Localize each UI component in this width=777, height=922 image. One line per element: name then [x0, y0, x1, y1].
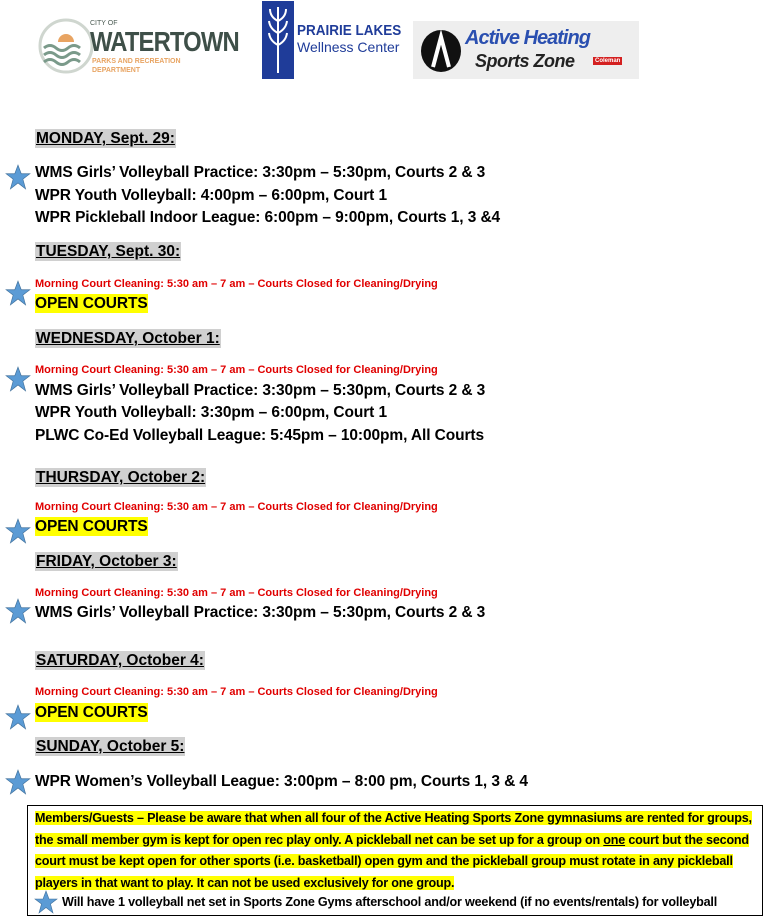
open-courts-label: OPEN COURTS — [35, 295, 148, 312]
day-heading: TUESDAY, Sept. 30: — [36, 243, 181, 260]
prairie-lakes-logo: PRAIRIE LAKES Wellness Center — [262, 0, 402, 80]
watertown-emblem-icon — [38, 18, 98, 78]
star-icon — [5, 704, 31, 730]
star-icon — [5, 769, 31, 795]
schedule-event: WMS Girls’ Volleyball Practice: 3:30pm – 5:30pm, Courts 2 & 3 — [35, 382, 486, 399]
schedule-event: WPR Youth Volleyball: 3:30pm – 6:00pm, Court 1 — [35, 404, 387, 421]
sports-zone-a-icon — [419, 29, 463, 73]
schedule-event: WPR Women’s Volleyball League: 3:00pm – 8:00 pm, Courts 1, 3 & 4 — [35, 773, 528, 790]
schedule-event: WMS Girls’ Volleyball Practice: 3:30pm – 5:30pm, Courts 2 & 3 — [35, 604, 486, 621]
star-icon — [5, 366, 31, 392]
schedule-event: WMS Girls’ Volleyball Practice: 3:30pm – 5:30pm, Courts 2 & 3 — [35, 164, 486, 181]
star-icon — [5, 280, 31, 306]
open-courts-label: OPEN COURTS — [35, 704, 148, 721]
star-icon — [5, 518, 31, 544]
star-icon — [5, 598, 31, 624]
day-heading: WEDNESDAY, October 1: — [36, 330, 220, 347]
day-heading: FRIDAY, October 3: — [36, 553, 177, 570]
court-cleaning-notice: Morning Court Cleaning: 5:30 am – 7 am – Courts Closed for Cleaning/Drying — [35, 587, 438, 599]
schedule-event: WPR Pickleball Indoor League: 6:00pm – 9:00pm, Courts 1, 3 &4 — [35, 209, 501, 226]
day-heading: THURSDAY, October 2: — [36, 469, 206, 486]
wheat-icon — [262, 1, 294, 79]
star-icon — [34, 890, 58, 914]
active-heating-sports-zone-logo: Active Heating Sports Zone Coleman — [413, 21, 639, 79]
court-cleaning-notice: Morning Court Cleaning: 5:30 am – 7 am – Courts Closed for Cleaning/Drying — [35, 364, 438, 376]
schedule-event: PLWC Co-Ed Volleyball League: 5:45pm – 10:00pm, All Courts — [35, 427, 484, 444]
star-legend: Will have 1 volleyball net set in Sports Zone Gyms afterschool and/or weekend (if no events/rentals) for volleyball — [34, 890, 717, 914]
court-cleaning-notice: Morning Court Cleaning: 5:30 am – 7 am – Courts Closed for Cleaning/Drying — [35, 686, 438, 698]
schedule-event: WPR Youth Volleyball: 4:00pm – 6:00pm, Court 1 — [35, 187, 387, 204]
day-heading: SATURDAY, October 4: — [36, 652, 204, 669]
court-cleaning-notice: Morning Court Cleaning: 5:30 am – 7 am – Courts Closed for Cleaning/Drying — [35, 278, 438, 290]
court-cleaning-notice: Morning Court Cleaning: 5:30 am – 7 am – Courts Closed for Cleaning/Drying — [35, 501, 438, 513]
star-icon — [5, 164, 31, 190]
day-heading: MONDAY, Sept. 29: — [36, 130, 175, 147]
open-courts-label: OPEN COURTS — [35, 518, 148, 535]
notice-text: Members/Guests – Please be aware that when all four of the Active Heating Sports Zone gymnasiums are rented for groups, the small member gym is kept for open rec play only. A pickleball net can be set up for a group on one court but the second court must be kept open for other sports (i.e. basketball) open gym and the pickleball group must rotate in any pickleball players in that want to play. It can not be used exclusively for one group. — [35, 811, 752, 890]
watertown-parks-logo: CITY OF WATERTOWN PARKS AND RECREATION DEPARTMENT — [38, 0, 248, 80]
day-heading: SUNDAY, October 5: — [36, 738, 185, 755]
member-notice-box — [27, 805, 763, 916]
